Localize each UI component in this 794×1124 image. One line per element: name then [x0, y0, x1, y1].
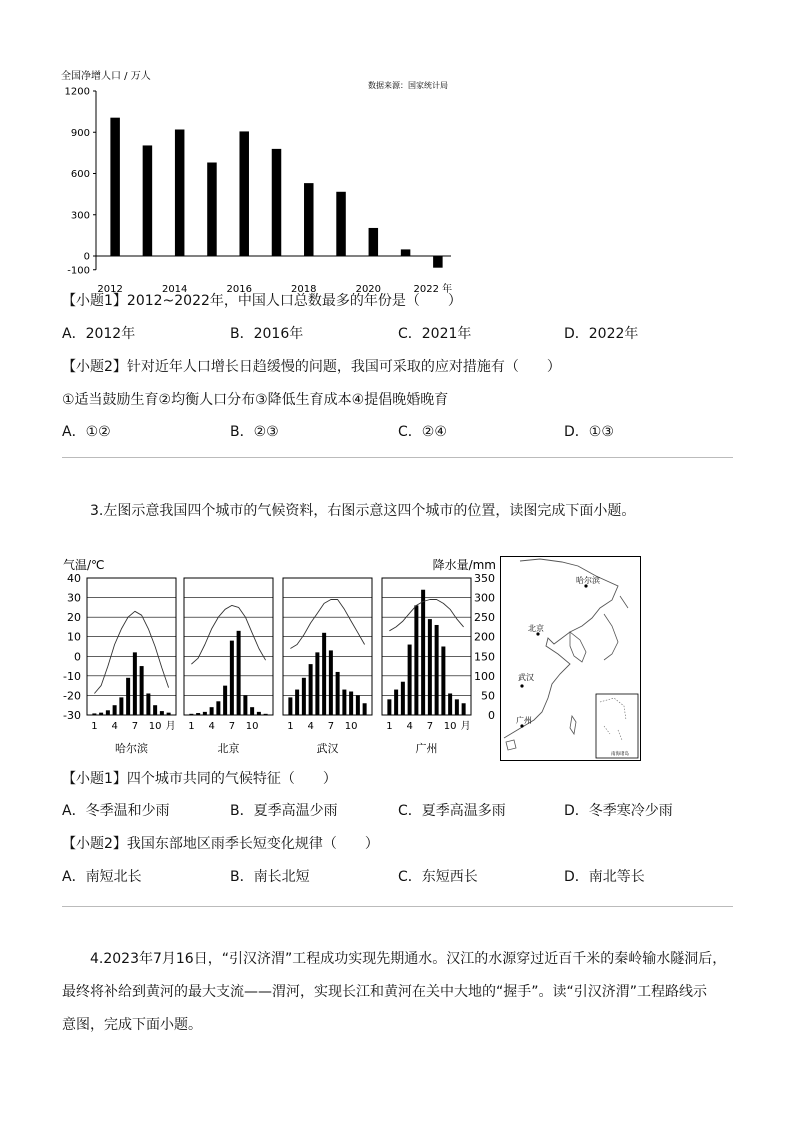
q3-sub1: 【小题1】四个城市共同的气候特征（ ）: [62, 771, 337, 787]
precip-bar: [356, 695, 360, 715]
q1-sub2: 【小题2】针对近年人口增长日趋缓慢的问题，我国可采取的应对措施有（ ）: [62, 359, 561, 375]
inset-label: 南海诸岛: [611, 752, 629, 757]
month-tick-label: 1: [386, 721, 393, 732]
q1-sub2-option-c[interactable]: C．②④: [398, 424, 447, 440]
month-tick-label: 7: [426, 721, 434, 732]
precip-bar: [113, 705, 117, 715]
precip-bar: [309, 664, 313, 715]
map-label-guangzhou: 广州: [516, 716, 532, 725]
precip-bar: [92, 713, 96, 715]
precip-bar: [421, 590, 425, 715]
q1-sub1-option-c[interactable]: C．2021年: [398, 326, 472, 342]
q1-sub1: 【小题1】2012~2022年，中国人口总数最多的年份是（ ）: [62, 293, 462, 309]
precip-bar: [322, 633, 326, 715]
climate-panel-frame: [87, 578, 176, 715]
map-label-beijing: 北京: [528, 624, 544, 633]
temp-axis-label: 气温/℃: [63, 558, 105, 572]
q3-sub2-option-c[interactable]: C．东短西长: [398, 869, 478, 885]
chart1-ylabel: 全国净增人口 / 万人: [61, 71, 151, 82]
precip-bar: [414, 605, 418, 715]
south-china-sea-inset: [596, 694, 638, 758]
q3-sub1-option-d[interactable]: D．冬季寒冷少雨: [564, 803, 673, 819]
precip-tick-label: 300: [474, 591, 495, 605]
chart1-bar-2013: [143, 145, 153, 256]
precip-tick-label: 100: [474, 669, 495, 683]
chart1-bar-2014: [175, 130, 185, 257]
precip-bar: [408, 645, 412, 715]
precip-bar: [167, 713, 171, 715]
chart1-bar-2012: [110, 118, 120, 256]
precip-bar: [189, 714, 193, 715]
q3-sub2-option-b[interactable]: B．南长北短: [230, 869, 310, 885]
month-unit-label: 月: [165, 721, 176, 732]
precip-tick-label: 200: [474, 630, 495, 644]
precip-bar: [387, 699, 391, 715]
q3-intro: 3.左图示意我国四个城市的气候资料，右图示意这四个城市的位置，读图完成下面小题。: [90, 503, 636, 519]
chart1-x-tick-label: 2018: [291, 283, 317, 295]
precip-bar: [243, 695, 247, 715]
month-tick-label: 4: [307, 721, 314, 732]
city-name-label: 哈尔滨: [115, 742, 148, 755]
climate-charts: [55, 553, 500, 763]
temp-tick-label: 20: [67, 611, 81, 625]
divider: [62, 457, 733, 458]
city-name-label: 北京: [217, 742, 240, 755]
precip-bar: [455, 699, 459, 715]
month-tick-label: 1: [91, 721, 98, 732]
chart1-bar-2017: [272, 149, 282, 256]
q3-sub1-option-a[interactable]: A．冬季温和少雨: [62, 803, 170, 819]
precip-bar: [237, 631, 241, 715]
q3-sub1-option-c[interactable]: C．夏季高温多雨: [398, 803, 506, 819]
precip-bar: [336, 672, 340, 715]
chart1-bar-2016: [239, 131, 249, 256]
chart1-bar-2020: [369, 228, 379, 256]
chart1-bar-2022: [433, 256, 443, 268]
precip-bar: [216, 701, 220, 715]
precip-bar: [133, 652, 137, 715]
precip-bar: [153, 705, 157, 715]
month-tick-label: 4: [208, 721, 215, 732]
temp-tick-label: 0: [74, 650, 81, 664]
precip-bar: [196, 713, 200, 715]
precip-bar: [230, 641, 234, 715]
precip-bar: [119, 697, 123, 715]
precip-bar: [441, 647, 445, 716]
month-tick-label: 7: [131, 721, 139, 732]
precip-bar: [462, 703, 466, 715]
month-tick-label: 7: [228, 721, 236, 732]
precip-bar: [203, 712, 207, 715]
divider: [62, 906, 733, 907]
q1-sub2-option-d[interactable]: D．①③: [564, 424, 614, 440]
precip-bar: [302, 678, 306, 715]
precip-bar: [140, 666, 144, 715]
chart1-x-tick-label: 2016: [226, 283, 252, 295]
precip-bar: [106, 710, 110, 715]
precip-bar: [329, 650, 333, 715]
precip-tick-label: 50: [481, 689, 495, 703]
q3-sub2-option-a[interactable]: A．南短北长: [62, 869, 142, 885]
month-unit-label: 月: [460, 721, 471, 732]
month-tick-label: 10: [148, 721, 162, 732]
precip-bar: [146, 693, 150, 715]
precip-bar: [288, 697, 292, 715]
month-tick-label: 1: [287, 721, 294, 732]
month-tick-label: 4: [111, 721, 118, 732]
precip-bar: [257, 712, 261, 715]
wuhan-dot: [520, 684, 523, 687]
month-tick-label: 4: [406, 721, 413, 732]
q3-sub2-option-d[interactable]: D．南北等长: [564, 869, 645, 885]
q1-sub1-option-d[interactable]: D．2022年: [564, 326, 639, 342]
city-name-label: 广州: [415, 742, 438, 755]
month-tick-label: 10: [344, 721, 358, 732]
chart1-y-tick-label: 0: [83, 251, 90, 263]
month-tick-label: 10: [443, 721, 457, 732]
precip-bar: [126, 678, 130, 715]
precip-bar: [160, 711, 164, 715]
precip-bar: [448, 693, 452, 715]
chart1-bar-2018: [304, 183, 314, 256]
precip-bar: [394, 690, 398, 715]
q3-sub2: 【小题2】我国东部地区雨季长短变化规律（ ）: [62, 836, 379, 852]
city-name-label: 武汉: [316, 742, 339, 755]
chart1-x-tick-label: 2020: [355, 283, 382, 295]
q4-paragraph-line3: 意图，完成下面小题。: [62, 1017, 202, 1033]
precip-bar: [99, 713, 103, 715]
month-tick-label: 7: [327, 721, 335, 732]
climate-panel-frame: [184, 578, 273, 715]
q4-paragraph-line1: 4.2023年7月16日，“引汉济渭”工程成功实现先期通水。汉江的水源穿过近百千米的秦岭输水隧洞后，: [90, 951, 727, 967]
temp-tick-label: 10: [67, 630, 81, 644]
precip-axis-label: 降水量/mm: [432, 558, 496, 572]
chart1-x-tick-label: 2014: [161, 283, 188, 295]
chart1-x-tick-label: 2022 年: [413, 283, 453, 295]
city-location-map: [500, 556, 641, 761]
month-tick-label: 10: [245, 721, 259, 732]
precip-tick-label: 250: [474, 611, 495, 625]
precip-tick-label: 350: [474, 572, 495, 585]
month-tick-label: 1: [188, 721, 195, 732]
chart1-x-tick-label: 2012: [97, 283, 123, 295]
precip-tick-label: 0: [488, 709, 495, 722]
chart1-bar-2015: [207, 163, 217, 257]
q1-sub2-option-a[interactable]: A．①②: [62, 424, 111, 440]
map-label-harbin: 哈尔滨: [576, 576, 600, 585]
chart1-y-tick-label: -100: [67, 265, 90, 277]
population-increase-chart: [55, 64, 465, 295]
q1-sub2-option-b[interactable]: B．②③: [230, 424, 279, 440]
q1-sub1-option-b[interactable]: B．2016年: [230, 326, 304, 342]
temp-tick-label: -30: [63, 709, 81, 722]
precip-bar: [264, 714, 268, 715]
precip-tick-label: 150: [474, 650, 495, 664]
chart1-bar-2021: [401, 249, 411, 256]
temp-tick-label: 40: [67, 572, 81, 585]
chart1-bar-2019: [336, 192, 346, 256]
temp-tick-label: -20: [63, 689, 81, 703]
precip-bar: [401, 682, 405, 715]
precip-bar: [223, 686, 227, 715]
precip-bar: [349, 692, 353, 715]
precip-bar: [342, 690, 346, 715]
q3-sub1-option-b[interactable]: B．夏季高温少雨: [230, 803, 338, 819]
precip-bar: [363, 703, 367, 715]
temp-tick-label: 30: [67, 591, 81, 605]
q1-sub1-option-a[interactable]: A．2012年: [62, 326, 136, 342]
precip-bar: [435, 625, 439, 715]
map-label-wuhan: 武汉: [518, 673, 534, 682]
precip-bar: [315, 652, 319, 715]
precip-bar: [250, 707, 254, 715]
q1-sub2-items: ①适当鼓励生育②均衡人口分布③降低生育成本④提倡晚婚晚育: [62, 392, 449, 408]
precip-bar: [295, 690, 299, 715]
chart1-y-tick-label: 1200: [64, 86, 90, 98]
chart1-source: 数据来源：国家统计局: [368, 81, 448, 90]
chart1-y-tick-label: 300: [70, 210, 90, 222]
chart1-y-tick-label: 600: [70, 169, 90, 180]
precip-bar: [428, 619, 432, 715]
q4-paragraph-line2: 最终将补给到黄河的最大支流——渭河，实现长江和黄河在关中大地的“握手”。读“引汉济渭”工程路线示: [62, 984, 708, 1000]
precip-bar: [210, 707, 214, 715]
chart1-y-tick-label: 900: [70, 127, 90, 139]
temp-tick-label: -10: [63, 669, 81, 683]
